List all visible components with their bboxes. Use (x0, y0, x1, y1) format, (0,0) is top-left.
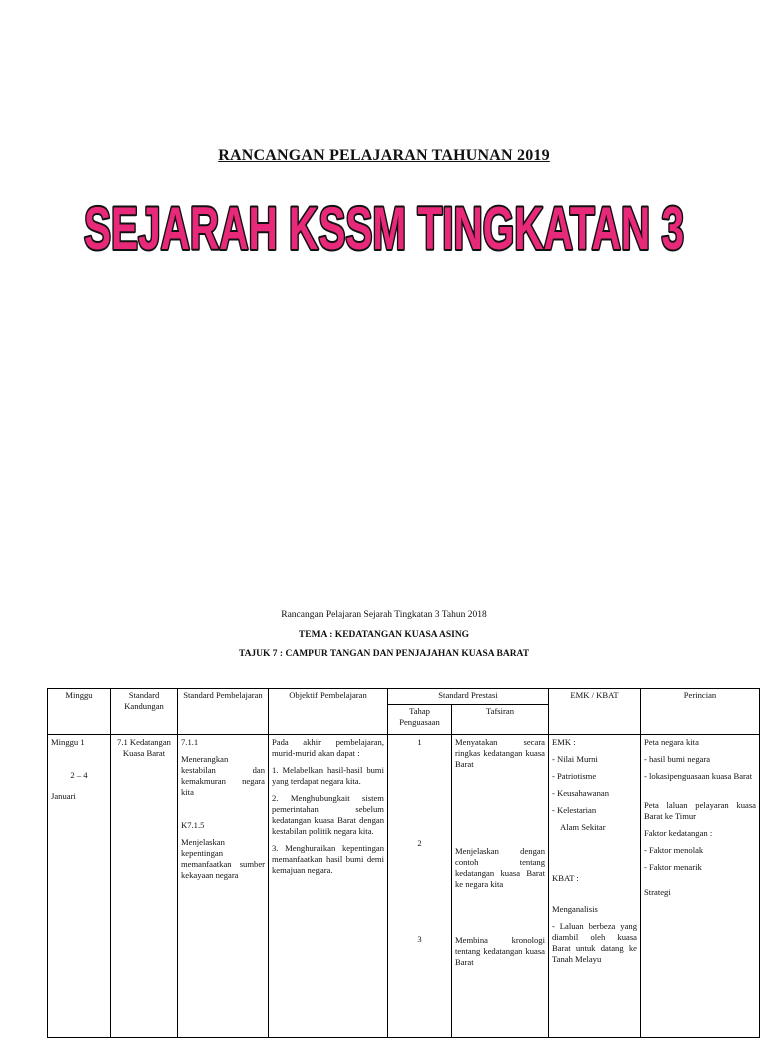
learning-standard-code-2: K7.1.5 (181, 820, 205, 830)
emk-item-1: - Nilai Murni (552, 754, 598, 764)
objective-3: 3. Menghuraikan kepentingan memanfaatkan hasil bumi demi kemajuan negara. (272, 843, 384, 875)
header-emk-kbat: EMK / KBAT (549, 689, 641, 735)
emk-item-4: - Kelestarian (552, 805, 597, 815)
objective-1: 1. Melabelkan hasil-hasil bumi yang terdapat negara kita. (272, 765, 384, 786)
emk-item-3: - Keusahawanan (552, 788, 610, 798)
kbat-item-2: - Laluan berbeza yang diambil oleh kuasa Barat untuk datang ke Tanah Melayu (552, 921, 637, 964)
header-minggu: Minggu (48, 689, 111, 735)
header-objektif: Objektif Pembelajaran (269, 689, 388, 735)
plan-subtitle: Rancangan Pelajaran Sejarah Tingkatan 3 Tahun 2018 (281, 610, 487, 620)
cell-minggu (48, 735, 111, 1038)
cell-perincian (641, 735, 760, 1038)
header-perincian: Perincian (641, 689, 760, 735)
cell-tahap (388, 735, 452, 1038)
table-row (48, 735, 760, 1038)
level-2: 2 (417, 838, 422, 848)
interpretation-2: Menjelaskan dengan contoh tentang kedatangan kuasa Barat ke negara kita (455, 846, 545, 889)
banner-title (0, 192, 768, 262)
header-tahap: Tahap Penguasaan (388, 705, 452, 735)
emk-item-4-cont: Alam Sekitar (560, 822, 606, 832)
cell-objektif (269, 735, 388, 1038)
detail-8: Strategi (644, 887, 671, 897)
learning-standard-desc-2: Menjelaskan kepentingan memanfaatkan sumber kekayaan negara (181, 837, 265, 880)
objective-2: 2. Menghubungkait sistem pemerintahan sebelum kedatangan kuasa Barat dengan kestabilan politik negara kita. (272, 793, 384, 836)
interpretation-3: Membina kronologi tentang kedatangan kuasa Barat (455, 935, 545, 967)
cell-standard-pembelajaran (178, 735, 269, 1038)
kbat-label: KBAT : (552, 873, 579, 883)
week-label: Minggu 1 (51, 737, 85, 747)
header-standard-prestasi: Standard Prestasi (388, 689, 549, 705)
detail-5: Faktor kedatangan : (644, 828, 713, 838)
emk-item-2: - Patriotisme (552, 771, 597, 781)
detail-1: Peta negara kita (644, 737, 699, 747)
detail-7: - Faktor menarik (644, 862, 702, 872)
week-month: Januari (51, 791, 76, 801)
header-tafsiran: Tafsiran (452, 705, 549, 735)
topic-line: TAJUK 7 : CAMPUR TANGAN DAN PENJAJAHAN KUASA BARAT (238, 649, 530, 659)
week-dates: 2 – 4 (70, 770, 88, 780)
table-header-row (48, 689, 760, 705)
level-1: 1 (417, 737, 422, 747)
learning-standard-code: 7.1.1 (181, 737, 199, 747)
theme-line: TEMA : KEDATANGAN KUASA ASING (298, 630, 470, 640)
lesson-plan-table (47, 688, 760, 1038)
banner-text: SEJARAH KSSM TINGKATAN 3 (84, 195, 684, 262)
detail-3: - lokasipenguasaan kuasa Barat (644, 771, 753, 781)
detail-2: - hasil bumi negara (644, 754, 711, 764)
objective-intro: Pada akhir pembelajaran, murid-murid akan dapat : (272, 737, 384, 758)
cell-tafsiran (452, 735, 549, 1038)
header-standard-pembelajaran: Standard Pembelajaran (178, 689, 269, 735)
interpretation-1: Menyatakan secara ringkas kedatangan kuasa Barat (455, 737, 545, 769)
content-standard: 7.1 Kedatangan Kuasa Barat (117, 737, 171, 758)
learning-standard-desc: Menerangkan kestabilan dan kemakmuran negara kita (181, 754, 265, 797)
cell-emk-kbat (549, 735, 641, 1038)
detail-6: - Faktor menolak (644, 845, 704, 855)
detail-4: Peta laluan pelayaran kuasa Barat ke Timur (644, 800, 756, 821)
cell-standard-kandungan (111, 735, 178, 1038)
header-standard-kandungan: Standard Kandungan (111, 689, 178, 735)
kbat-item-1: Menganalisis (552, 904, 598, 914)
level-3: 3 (417, 934, 422, 944)
document-title: RANCANGAN PELAJARAN TAHUNAN 2019 (218, 147, 550, 164)
emk-label: EMK : (552, 737, 576, 747)
